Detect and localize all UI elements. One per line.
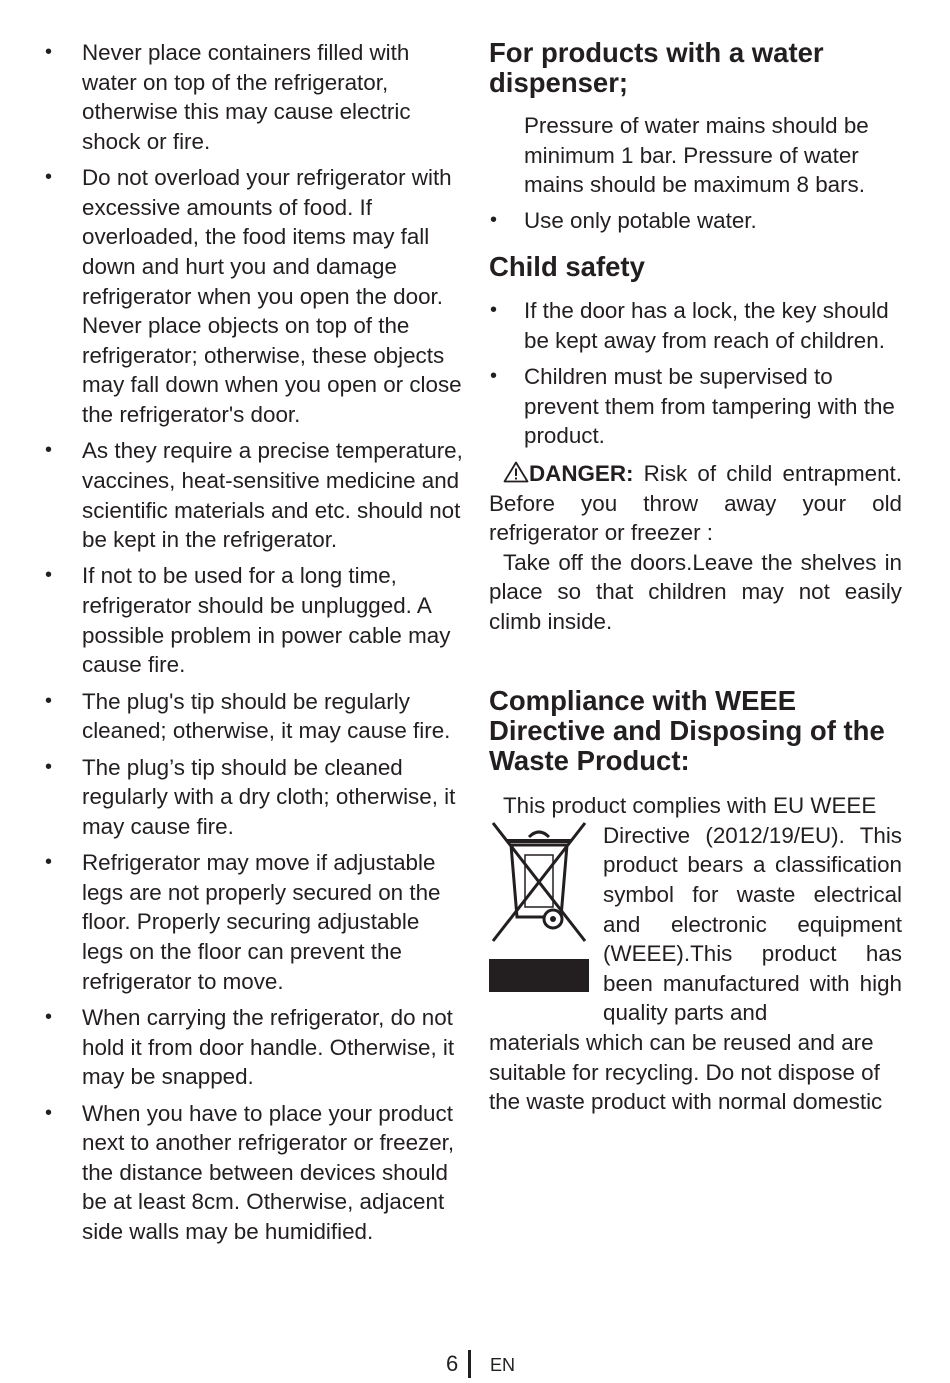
weee-first-line: This product complies with EU WEEE	[503, 793, 877, 819]
page-number: 6	[446, 1351, 459, 1376]
remove-doors-text: Take off the doors.Leave the shelves in place so that children may not easily climb inside.	[489, 549, 902, 634]
danger-text: Risk of child entrapment. Before you throw away your old refrigerator or freezer :	[489, 460, 902, 546]
bullet-text: Never place containers filled with water on top of the refrigerator, otherwise this may cause electric shock or fire.	[82, 40, 411, 154]
bullet-text: The plug's tip should be regularly cleaned; otherwise, it may cause fire.	[82, 688, 451, 744]
water-pressure-text: Pressure of water mains should be minimum 1 bar. Pressure of water mains should be maximum 8 bars.	[524, 113, 869, 198]
list-item: • Children must be supervised to prevent them from tampering with the product.	[489, 362, 902, 451]
bullet-text: Do not overload your refrigerator with excessive amounts of food. If overloaded, the food items may fall down and hurt you and damage refrigerator when you open the door. Never place objects on top of the refrigerator; otherwise, these objects may fall down when you open or close the refrigerator's door.	[82, 165, 462, 427]
list-item: • If not to be used for a long time, refrigerator should be unplugged. A possible problem in power cable may cause fire.	[44, 561, 464, 679]
bullet-text: When carrying the refrigerator, do not hold it from door handle. Otherwise, it may be snapped.	[82, 1004, 455, 1090]
water-dispenser-heading: For products with a water dispenser;	[489, 37, 824, 98]
list-item: • If the door has a lock, the key should be kept away from reach of children.	[489, 296, 902, 355]
list-item: • The plug's tip should be regularly cleaned; otherwise, it may cause fire.	[44, 687, 464, 746]
list-item: • When you have to place your product next to another refrigerator or freezer, the distance between devices should be at least 8cm. Otherwise, adjacent side walls may be humidified.	[44, 1099, 464, 1247]
child-safety-heading: Child safety	[489, 250, 645, 282]
right-column	[489, 38, 902, 1117]
bullet-text: When you have to place your product next to another refrigerator or freezer, the distance between devices should be at least 8cm. Otherwise, adjacent side walls may be humidified.	[82, 1100, 455, 1244]
footer-divider	[468, 1350, 471, 1378]
page-footer	[0, 1350, 950, 1380]
bullet-text: The plug’s tip should be cleaned regularly with a dry cloth; otherwise, it may cause fire.	[82, 754, 456, 839]
crossed-out-wheelie-bin-icon	[489, 817, 589, 997]
list-item: • When carrying the refrigerator, do not hold it from door handle. Otherwise, it may be snapped.	[44, 1003, 464, 1092]
danger-label: DANGER:	[529, 460, 634, 486]
bullet-text: Use only potable water.	[524, 207, 757, 233]
bullet-text: If the door has a lock, the key should be kept away from reach of children.	[524, 298, 889, 353]
bullet-text: Children must be supervised to prevent them from tampering with the product.	[524, 364, 895, 449]
list-item: • Use only potable water.	[489, 206, 902, 236]
bullet-text: As they require a precise temperature, vaccines, heat-sensitive medicine and scientific materials and etc. should not be kept in the refrigerator.	[82, 438, 463, 553]
weee-heading: Compliance with WEEE Directive and Disposing of the Waste Product:	[489, 685, 885, 776]
list-item: • Refrigerator may move if adjustable legs are not properly secured on the floor. Properly securing adjustable legs on the floor can prevent the refrigerator to move.	[44, 848, 464, 996]
list-item: • Never place containers filled with water on top of the refrigerator, otherwise this may cause electric shock or fire.	[44, 38, 464, 156]
bullet-text: Refrigerator may move if adjustable legs are not properly secured on the floor. Properly securing adjustable legs on the floor can prevent the refrigerator to move.	[82, 850, 441, 994]
weee-wrapped-text: Directive (2012/19/EU). This product bears a classification symbol for waste electrical and electronic equipment (WEEE).This product has been manufactured with high quality parts and	[603, 822, 902, 1026]
danger-paragraph	[489, 459, 902, 548]
warning-triangle-icon	[503, 461, 529, 483]
bullet-text: If not to be used for a long time, refrigerator should be unplugged. A possible problem in power cable may cause fire.	[82, 563, 451, 678]
weee-section	[489, 791, 902, 1117]
list-item: • The plug’s tip should be cleaned regularly with a dry cloth; otherwise, it may cause fire.	[44, 753, 464, 842]
language-code: EN	[490, 1355, 516, 1375]
left-column	[44, 38, 464, 1253]
list-item: • Do not overload your refrigerator with excessive amounts of food. If overloaded, the food items may fall down and hurt you and damage refrigerator when you open the door. Never place objects on top of the refrigerator; otherwise, these objects may fall down when you open or close the refrigerator's door.	[44, 163, 464, 429]
weee-tail-text: materials which can be reused and are suitable for recycling. Do not dispose of the waste product with normal domestic	[489, 1030, 883, 1115]
list-item: • As they require a precise temperature, vaccines, heat-sensitive medicine and scientific materials and etc. should not be kept in the refrigerator.	[44, 436, 464, 554]
